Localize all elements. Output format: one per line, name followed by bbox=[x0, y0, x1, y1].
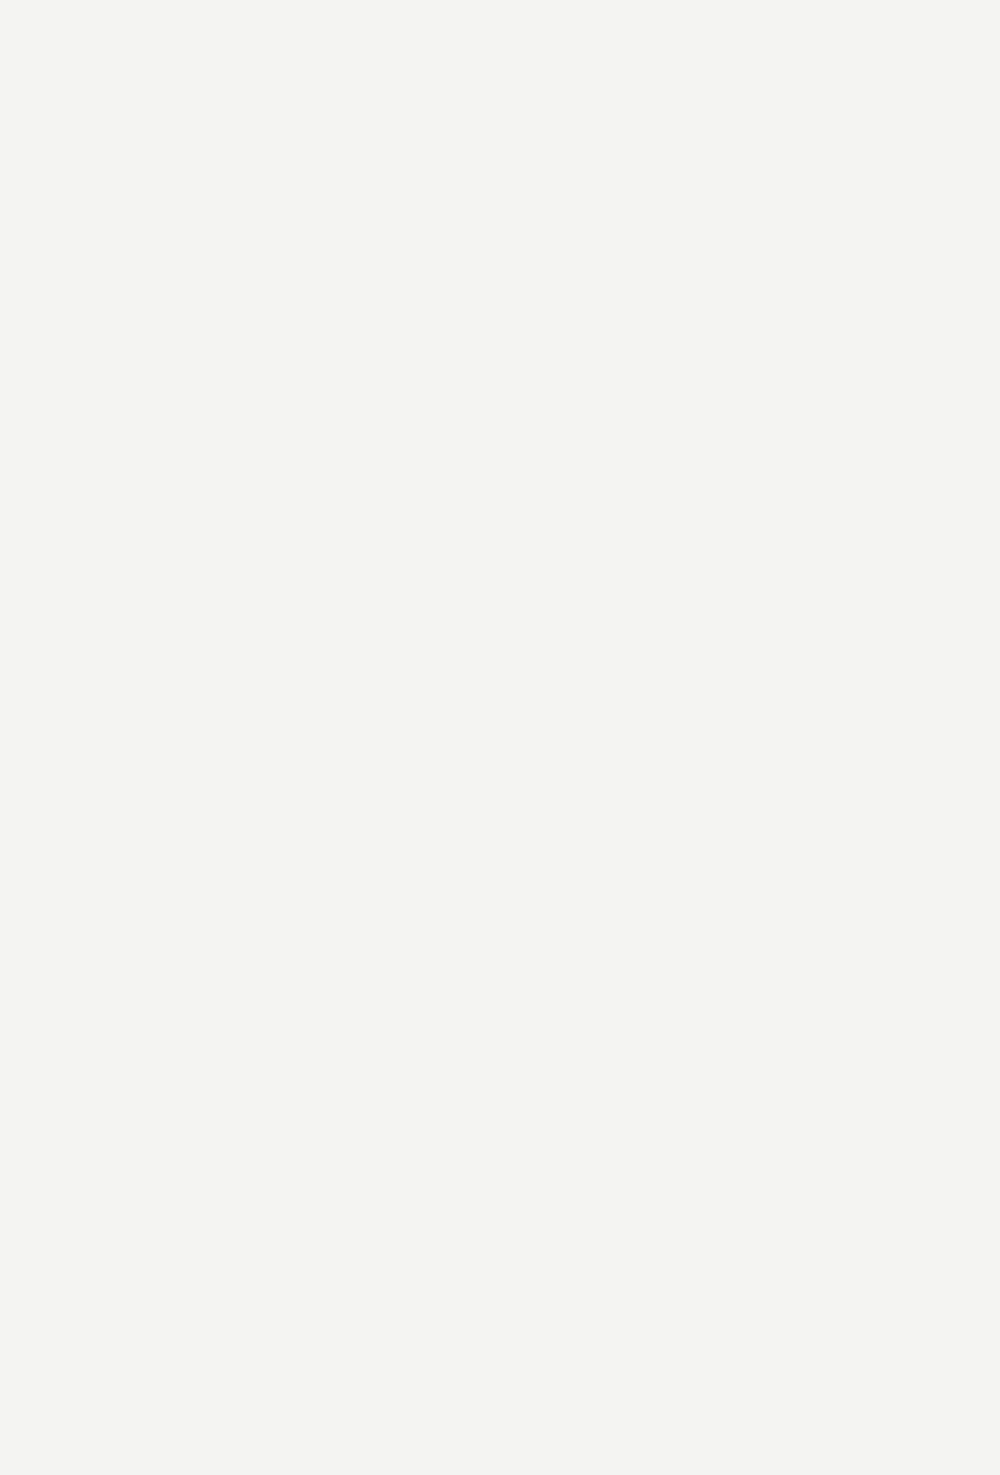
table-of-contents bbox=[138, 183, 800, 213]
